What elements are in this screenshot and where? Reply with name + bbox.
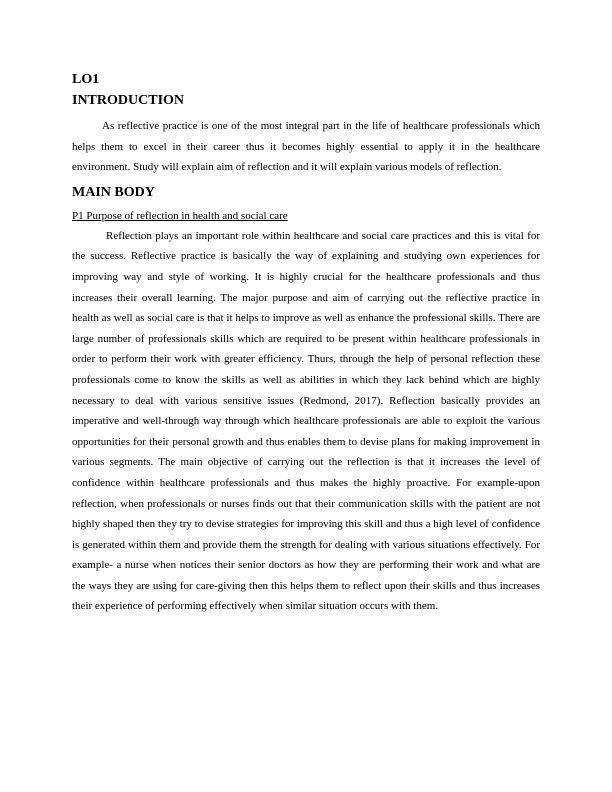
main-body-heading: MAIN BODY <box>72 184 155 200</box>
intro-heading: INTRODUCTION <box>72 93 185 108</box>
lo-heading: LO1 <box>72 72 100 87</box>
document-page <box>72 70 540 617</box>
p1-paragraph: Reflection plays an important role within healthcare and social care practices and this is vital for the success. Reflective practice is basically the way of explaining and studying own experiences for improving way and style of working. It is highly crucial for the healthcare professionals and thus increases their overall learning. The major purpose and aim of carrying out the reflective practice in health as well as social care is that it helps to improve as well as enhance the professional skills. There are large number of professionals skills which are required to be present within healthcare professionals in order to perform their work with greater efficiency. Thurs, through the help of personal reflection these professionals come to know the skills as well as abilities in which they lack behind which are highly necessary to deal with various sensitive issues (Redmond, 2017). Reflection basically provides an imperative and well-through way through which healthcare professionals are able to exploit the various opportunities for their personal growth and thus enables them to devise plans for making improvement in various segments. The main objective of carrying out the reflection is that it increases the level of confidence within healthcare professionals and thus makes the highly proactive. For example-upon reflection, when professionals or nurses finds out that their communication skills with the patient are not highly shaped then they try to devise strategies for improving this skill and thus a high level of confidence is generated within them and provide them the strength for dealing with various situations effectively. For example- a nurse when notices their senior doctors as how they are performing their work and what are the ways they are using for care-giving then this helps them to reflect upon their skills and thus increases their experience of performing effectively when similar situation occurs with them. <box>72 229 540 613</box>
p1-subheading: P1 Purpose of reflection in health and social care <box>72 209 288 222</box>
intro-paragraph: As reflective practice is one of the most integral part in the life of healthcare professionals which helps them to excel in their career thus it becomes highly essential to apply it in the healthcare environment. Study will explain aim of reflection and it will explain various models of reflection. <box>72 120 540 174</box>
